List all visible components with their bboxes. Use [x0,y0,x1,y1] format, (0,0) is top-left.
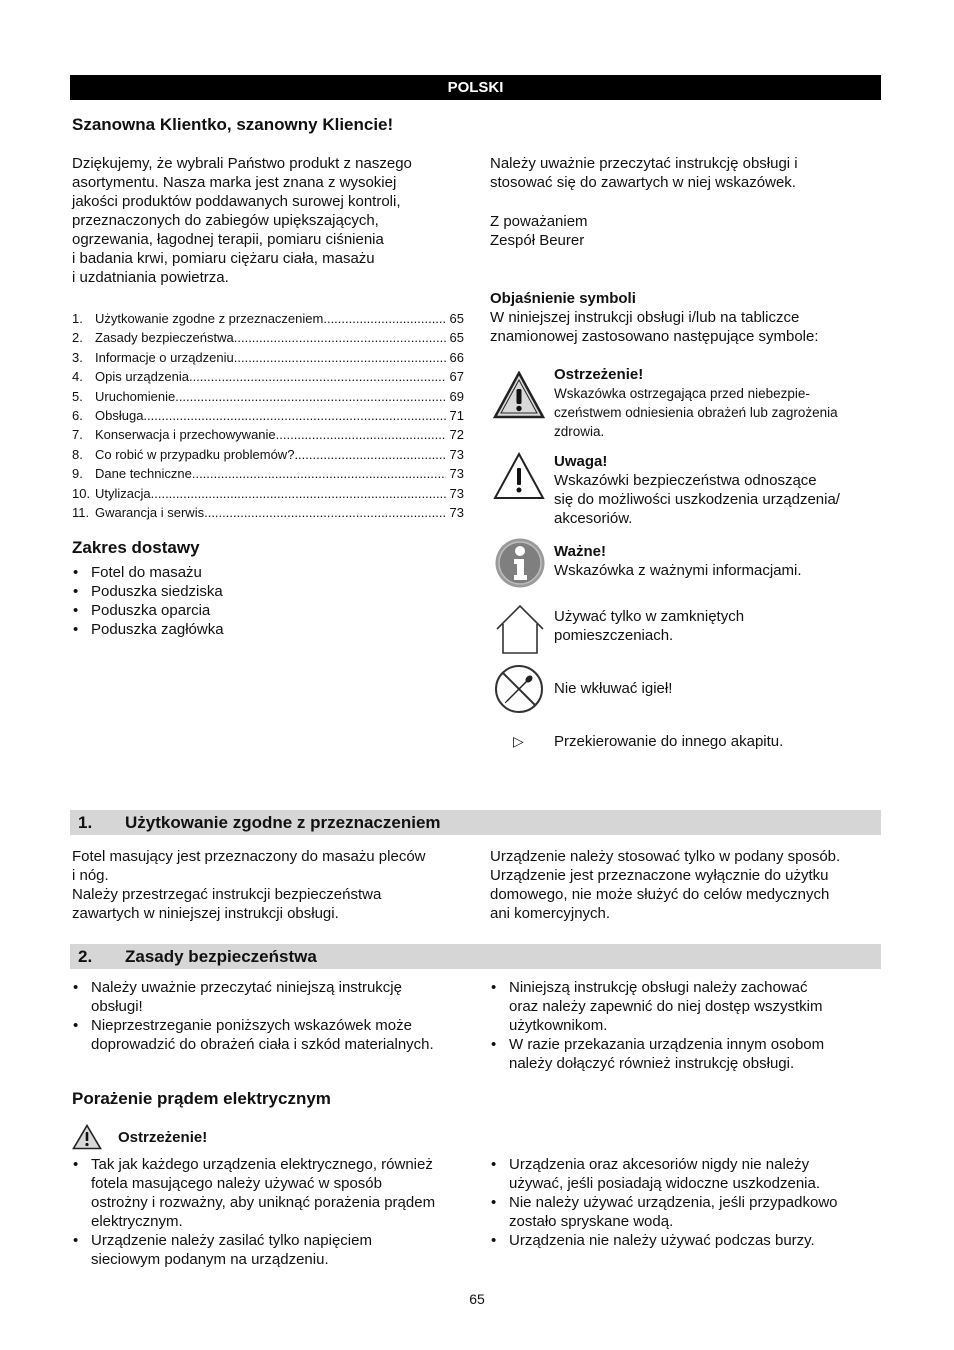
electric-right-list [490,1155,882,1250]
symbol-caution-line: się do możliwości uszkodzenia urządzenia/ [554,491,840,508]
toc-title: Użytkowanie zgodne z przeznaczeniem [95,311,324,326]
toc-entry[interactable] [72,503,464,522]
delivery-item: • Fotel do masażu [72,563,452,582]
text-line: • Należy uważnie przeczytać niniejszą instrukcję [91,979,402,996]
toc-leader [192,464,446,483]
read-instructions-line: stosować się do zawartych w niej wskazówek. [490,174,796,191]
toc-number: 9. [72,466,83,482]
toc-number: 3. [72,349,83,365]
toc-title: Informacje o urządzeniu [95,349,234,365]
read-instructions-line: Należy uważnie przeczytać instrukcję obsługi i [490,155,798,172]
text-line: elektrycznym. [91,1213,183,1230]
symbol-indoor [490,603,880,659]
delivery-item: • Poduszka oparcia [72,601,452,620]
symbol-caution-text [554,452,884,528]
intro-paragraph [72,154,472,287]
toc-number: 8. [72,446,83,462]
symbol-warning [490,365,880,445]
symbol-indoor-line: Używać tylko w zamkniętych [554,608,745,625]
text-line: Należy przestrzegać instrukcji bezpieczeństwa [72,886,382,903]
house-icon [494,603,546,655]
read-instructions-paragraph [490,154,880,192]
intro-line: przeznaczonych do zabiegów upiększających, [72,212,379,229]
toc-title: Konserwacja i przechowywanie [95,427,276,443]
toc-entry[interactable] [72,406,464,425]
section-number: 1. [78,813,93,832]
table-of-contents [72,309,464,522]
list-item [72,1016,472,1054]
language-header-bar [70,75,881,100]
toc-title: Co robić w przypadku problemów? [95,446,295,462]
section-2-right-list [490,978,882,1073]
toc-leader [234,348,446,367]
toc-page: 65 [449,311,464,326]
toc-title: Obsługa [95,407,144,423]
symbol-important-line: Wskazówka z ważnymi informacjami. [554,562,802,579]
toc-title: Gwarancja i serwis [95,504,205,520]
toc-title: Dane techniczne [95,466,192,482]
toc-leader [143,406,446,425]
toc-entry[interactable] [72,464,464,483]
symbol-reference-line: Przekierowanie do innego akapitu. [554,733,784,750]
symbols-intro-line: znamionowej zastosowano następujące symbole: [490,328,819,345]
language-label: POLSKI [447,79,504,96]
toc-page: 66 [449,349,464,365]
text-line: Urządzenie jest przeznaczone wyłącznie do użytku [490,867,829,884]
triangle-right-icon: ▷ [513,733,524,749]
toc-number: 7. [72,427,83,443]
greeting-title: Szanowna Klientko, szanowny Kliencie! [72,115,394,134]
symbol-no-needles [490,663,880,715]
list-item [490,1155,882,1193]
toc-page: 71 [449,407,464,423]
toc-page: 73 [449,466,464,482]
signoff-line: Z poważaniem [490,213,588,230]
toc-page: 73 [449,446,464,462]
page-number: 65 [469,1291,485,1307]
list-item [490,978,882,1035]
text-line: ani komercyjnych. [490,905,611,922]
section-1-left-text [72,847,472,923]
symbol-warning-title: Ostrzeżenie! [554,366,644,383]
toc-leader [151,484,446,503]
warning-triangle-icon [493,371,545,419]
toc-number: 5. [72,388,83,404]
text-line: i nóg. [72,867,109,884]
toc-title: Zasady bezpieczeństwa [95,330,234,346]
section-2-header [70,944,881,969]
symbol-warning-line: zdrowia. [554,424,605,439]
toc-leader [276,425,446,444]
toc-page: 72 [449,427,464,443]
text-line: • Urządzenia oraz akcesoriów nigdy nie należy [509,1156,810,1173]
toc-title: Opis urządzenia [95,369,189,385]
intro-line: asortymentu. Nasza marka jest znana z wysokiej [72,174,397,191]
text-line: używać, jeśli posiadają widoczne uszkodzenia. [509,1175,821,1192]
text-line: Fotel masujący jest przeznaczony do masażu pleców [72,848,426,865]
symbols-intro [490,308,880,346]
symbol-warning-line: czeństwem odniesienia obrażeń lub zagrożenia [554,405,838,420]
text-line: zawartych w niniejszej instrukcji obsługi. [72,905,339,922]
signoff-line: Zespół Beurer [490,232,585,249]
text-line: Urządzenie należy stosować tylko w podany sposób. [490,848,841,865]
toc-page: 73 [449,485,464,501]
symbol-caution-line: Wskazówki bezpieczeństwa odnoszące [554,472,817,489]
toc-page: 65 [449,330,464,346]
warning-triangle-icon [72,1124,102,1150]
text-line: ostrożny i rozważny, aby uniknąć porażenia prądem [91,1194,436,1211]
text-line: • Nieprzestrzeganie poniższych wskazówek może [91,1017,412,1034]
text-line: obsługi! [91,998,143,1015]
toc-leader [294,445,446,464]
toc-leader [234,328,446,347]
symbol-caution [490,452,880,532]
section-1-header [70,810,881,835]
symbol-important-text [554,542,884,580]
text-line: zostało spryskane wodą. [509,1213,674,1230]
intro-line: Dziękujemy, że wybrali Państwo produkt z naszego [72,155,412,172]
text-line: domowego, nie może służyć do celów medycznych [490,886,830,903]
toc-number: 1. [72,311,83,326]
symbols-intro-line: W niniejszej instrukcji obsługi i/lub na tabliczce [490,309,800,326]
delivery-item: • Poduszka siedziska [72,582,452,601]
symbol-warning-line: Wskazówka ostrzegająca przed niebezpie- [554,386,810,401]
no-needles-icon [494,664,544,714]
toc-page: 73 [449,504,464,520]
delivery-item: • Poduszka zagłówka [72,620,452,639]
electric-warning-label: Ostrzeżenie! [118,1129,208,1146]
list-item [490,1035,882,1073]
toc-leader [189,367,446,386]
symbol-indoor-text [554,607,884,645]
symbol-reference-text [554,732,884,751]
caution-triangle-icon [493,452,545,500]
list-item [72,978,472,1016]
text-line: należy dołączyć również instrukcję obsługi. [509,1055,795,1072]
symbol-no-needles-text [554,679,884,698]
toc-number: 6. [72,407,83,423]
symbol-indoor-line: pomieszczeniach. [554,627,674,644]
text-line: • Tak jak każdego urządzenia elektrycznego, również [91,1156,433,1173]
list-item [72,1231,472,1269]
info-circle-icon [494,537,546,589]
intro-line: i badania krwi, pomiaru ciężaru ciała, masażu [72,250,375,267]
toc-entry[interactable] [72,425,464,444]
toc-leader [175,387,446,406]
symbol-caution-line: akcesoriów. [554,510,633,527]
text-line: • W razie przekazania urządzenia innym osobom [509,1036,825,1053]
intro-line: jakości produktów poddawanych surowej kontroli, [72,193,401,210]
text-line: • Urządzenia nie należy używać podczas burzy. [509,1232,815,1249]
toc-entry[interactable] [72,445,464,464]
section-2-left-list [72,978,472,1054]
symbol-caution-title: Uwaga! [554,453,608,470]
section-title: Użytkowanie zgodne z przeznaczeniem [125,813,441,832]
text-line: użytkownikom. [509,1017,608,1034]
section-number: 2. [78,947,93,966]
electric-left-list [72,1155,472,1269]
symbol-important [490,542,880,598]
list-item [72,1155,472,1231]
toc-entry[interactable] [72,484,464,503]
toc-number: 11. [72,504,90,520]
text-line: oraz należy zapewnić do niej dostęp wszystkim [509,998,823,1015]
list-item [490,1193,882,1231]
intro-line: ogrzewania, łagodnej terapii, pomiaru ciśnienia [72,231,384,248]
symbol-no-needles-line: Nie wkłuwać igieł! [554,680,673,697]
signoff [490,212,880,250]
text-line: • Niniejszą instrukcję obsługi należy zachować [509,979,808,996]
electric-shock-title: Porażenie prądem elektrycznym [72,1089,331,1108]
delivery-title: Zakres dostawy [72,538,200,557]
toc-number: 10. [72,485,91,501]
toc-leader [323,309,446,328]
toc-leader [204,503,446,522]
toc-entry[interactable] [72,309,464,328]
symbol-reference [490,732,880,754]
symbol-warning-text [554,365,884,441]
section-1-right-text [490,847,882,923]
text-line: fotela masującego należy używać w sposób [91,1175,382,1192]
toc-number: 2. [72,330,83,346]
toc-entry[interactable] [72,328,464,347]
list-item [490,1231,882,1250]
symbols-title: Objaśnienie symboli [490,290,636,307]
toc-page: 67 [449,369,464,385]
text-line: sieciowym podanym na urządzeniu. [91,1251,329,1268]
toc-entry[interactable] [72,367,464,386]
text-line: • Urządzenie należy zasilać tylko napięciem [91,1232,372,1249]
intro-line: i uzdatniania powietrza. [72,269,229,286]
text-line: • Nie należy używać urządzenia, jeśli przypadkowo [509,1194,838,1211]
delivery-list [72,563,452,639]
text-line: doprowadzić do obrażeń ciała i szkód materialnych. [91,1036,434,1053]
toc-title: Uruchomienie [95,388,176,404]
toc-number: 4. [72,369,83,385]
toc-entry[interactable] [72,387,464,406]
toc-entry[interactable] [72,348,464,367]
toc-page: 69 [449,388,464,404]
toc-title: Utylizacja [95,485,151,501]
symbol-important-title: Ważne! [554,543,606,560]
section-title: Zasady bezpieczeństwa [125,947,317,966]
